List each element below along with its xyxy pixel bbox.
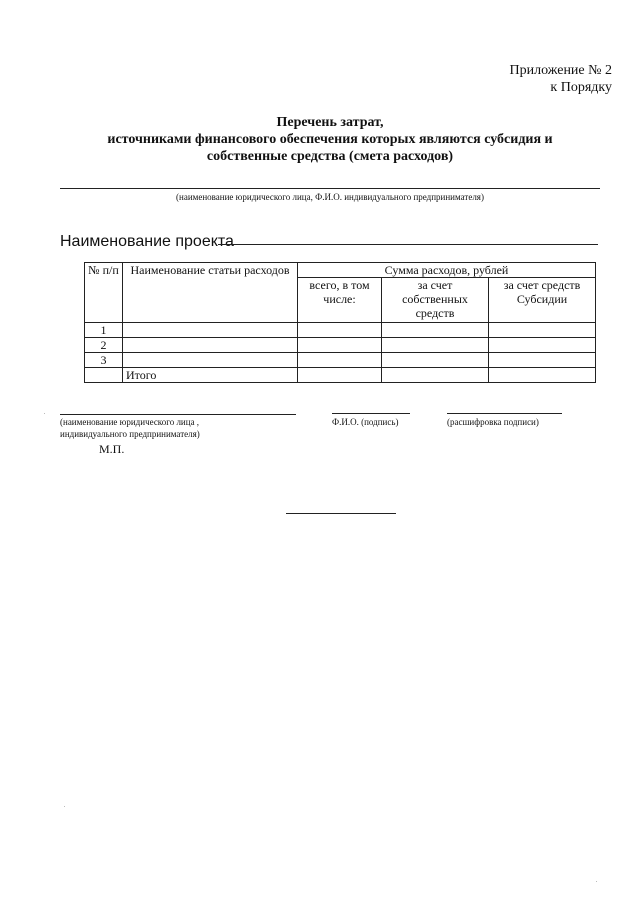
table-total-row — [85, 368, 596, 383]
header-sum: Сумма расходов, рублей — [298, 263, 596, 278]
row-number: 3 — [85, 353, 123, 368]
table-row — [85, 323, 596, 338]
total-label: Итого — [123, 368, 298, 383]
row-own — [382, 353, 489, 368]
table-row — [85, 353, 596, 368]
header-total-incl: всего, в том числе: — [298, 278, 382, 323]
stamp-placeholder: М.П. — [99, 442, 125, 456]
signature-entity-caption-line-1: (наименование юридического лица , — [60, 417, 200, 427]
project-name-label: Наименование проекта — [60, 233, 234, 250]
scan-speck — [596, 881, 597, 882]
row-own — [382, 323, 489, 338]
header-subsidy: за счет средств Субсидии — [489, 278, 596, 323]
signature-entity-line — [60, 414, 296, 415]
total-subsidy — [489, 368, 596, 383]
scan-speck — [64, 806, 65, 807]
row-subsidy — [489, 323, 596, 338]
signature-decoding-caption: (расшифровка подписи) — [447, 417, 539, 427]
row-subsidy — [489, 338, 596, 353]
row-subsidy — [489, 353, 596, 368]
row-own — [382, 338, 489, 353]
row-item — [123, 338, 298, 353]
header-number: № п/п — [85, 263, 123, 323]
cost-estimate-table — [84, 262, 596, 383]
header-item: Наименование статьи расходов — [123, 263, 298, 323]
total-own — [382, 368, 489, 383]
appendix-order: к Порядку — [550, 80, 612, 95]
scan-speck — [44, 413, 45, 414]
signature-fio-line — [332, 413, 410, 414]
row-total — [298, 353, 382, 368]
document-title — [60, 114, 600, 165]
row-item — [123, 353, 298, 368]
signature-fio-caption: Ф.И.О. (подпись) — [332, 417, 399, 427]
date-line — [286, 513, 396, 514]
title-line-1: Перечень затрат, — [276, 115, 384, 130]
row-total — [298, 338, 382, 353]
signature-decoding-line — [447, 413, 562, 414]
project-name-line — [218, 244, 598, 245]
entity-name-line — [60, 188, 600, 189]
total-number — [85, 368, 123, 383]
row-number: 2 — [85, 338, 123, 353]
header-own-funds: за счет собственных средств — [382, 278, 489, 323]
row-total — [298, 323, 382, 338]
appendix-number: Приложение № 2 — [509, 63, 612, 78]
row-number: 1 — [85, 323, 123, 338]
table-row — [85, 338, 596, 353]
signature-entity-caption-line-2: индивидуального предпринимателя) — [60, 429, 200, 439]
signature-entity-caption — [60, 416, 200, 440]
title-line-3: собственные средства (смета расходов) — [206, 149, 454, 164]
title-line-2: источниками финансового обеспечения которых являются субсидия и — [107, 132, 553, 147]
row-item — [123, 323, 298, 338]
appendix-reference — [510, 62, 613, 96]
entity-name-caption: (наименование юридического лица, Ф.И.О. индивидуального предпринимателя) — [176, 192, 484, 202]
total-sum — [298, 368, 382, 383]
